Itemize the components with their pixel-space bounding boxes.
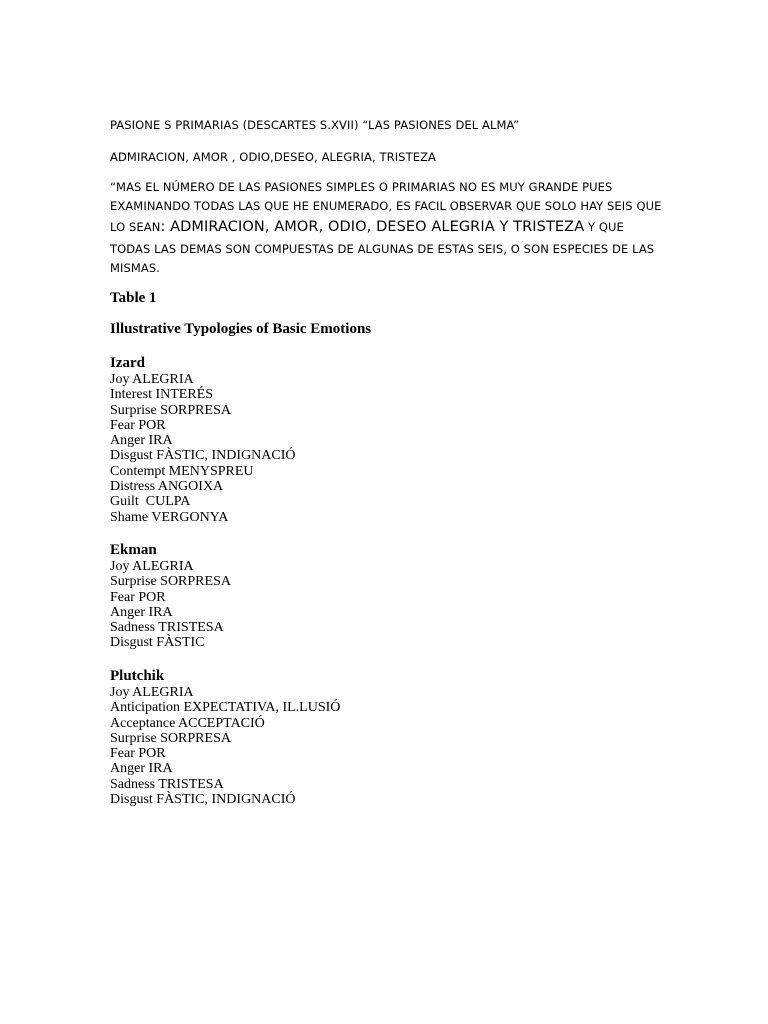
- table-label: Table 1: [110, 290, 157, 306]
- list-item: Anger IRA: [110, 604, 173, 620]
- emotion-list-izard: [110, 372, 296, 525]
- group-heading-ekman: Ekman: [110, 542, 157, 558]
- emotion-list-ekman: [110, 559, 231, 651]
- quote-line-3-end: Y QUE: [584, 220, 624, 234]
- list-item: Fear POR: [110, 746, 166, 762]
- list-item: Interest INTERÉS: [110, 387, 214, 403]
- list-item: Fear POR: [110, 417, 166, 433]
- list-item: Joy ALEGRIA: [110, 685, 194, 700]
- quote-line-1: “MAS EL NÚMERO DE LAS PASIONES SIMPLES O PRIMARIAS NO ES MUY GRANDE PUES: [110, 180, 613, 194]
- list-item: Acceptance ACCEPTACIÓ: [110, 715, 265, 731]
- quote-line-4: TODAS LAS DEMAS SON COMPUESTAS DE ALGUNAS DE ESTAS SEIS, O SON ESPECIES DE LAS: [110, 242, 655, 256]
- list-item: Shame VERGONYA: [110, 509, 229, 525]
- list-item: Fear POR: [110, 589, 166, 605]
- list-item: Surprise SORPRESA: [110, 402, 231, 418]
- quote-line-3-start: LO SEAN: [110, 220, 161, 234]
- list-item: Anger IRA: [110, 761, 173, 777]
- quote-emphasis: : ADMIRACION, AMOR, ODIO, DESEO ALEGRIA Y TRISTEZA: [160, 219, 585, 235]
- list-item: Disgust FÀSTIC, INDIGNACIÓ: [110, 448, 296, 464]
- list-item: Joy ALEGRIA: [110, 559, 194, 574]
- list-item: Joy ALEGRIA: [110, 372, 194, 387]
- table-title: Illustrative Typologies of Basic Emotions: [110, 321, 372, 337]
- emotion-list-plutchik: [110, 685, 340, 807]
- intro-heading: PASIONE S PRIMARIAS (DESCARTES S.XVII) “LAS PASIONES DEL ALMA”: [110, 118, 520, 132]
- list-item: Anticipation EXPECTATIVA, IL.LUSIÓ: [110, 700, 341, 716]
- quote-line-2: EXAMINANDO TODAS LAS QUE HE ENUMERADO, ES FACIL OBSERVAR QUE SOLO HAY SEIS QUE: [110, 199, 662, 213]
- group-heading-izard: Izard: [110, 355, 145, 371]
- list-item: Disgust FÀSTIC, INDIGNACIÓ: [110, 792, 296, 808]
- list-item: Surprise SORPRESA: [110, 574, 231, 590]
- quote-line-5: MISMAS.: [110, 261, 161, 275]
- passions-list-line: ADMIRACION, AMOR , ODIO,DESEO, ALEGRIA, TRISTEZA: [110, 150, 437, 164]
- list-item: Sadness TRISTESA: [110, 620, 224, 636]
- list-item: Guilt CULPA: [110, 494, 191, 510]
- list-item: Surprise SORPRESA: [110, 730, 231, 746]
- quote-line-3: [110, 219, 624, 235]
- list-item: Anger IRA: [110, 433, 173, 449]
- list-item: Disgust FÀSTIC: [110, 635, 205, 651]
- list-item: Sadness TRISTESA: [110, 776, 224, 792]
- group-heading-plutchik: Plutchik: [110, 668, 165, 684]
- list-item: Distress ANGOIXA: [110, 479, 224, 495]
- list-item: Contempt MENYSPREU: [110, 463, 254, 479]
